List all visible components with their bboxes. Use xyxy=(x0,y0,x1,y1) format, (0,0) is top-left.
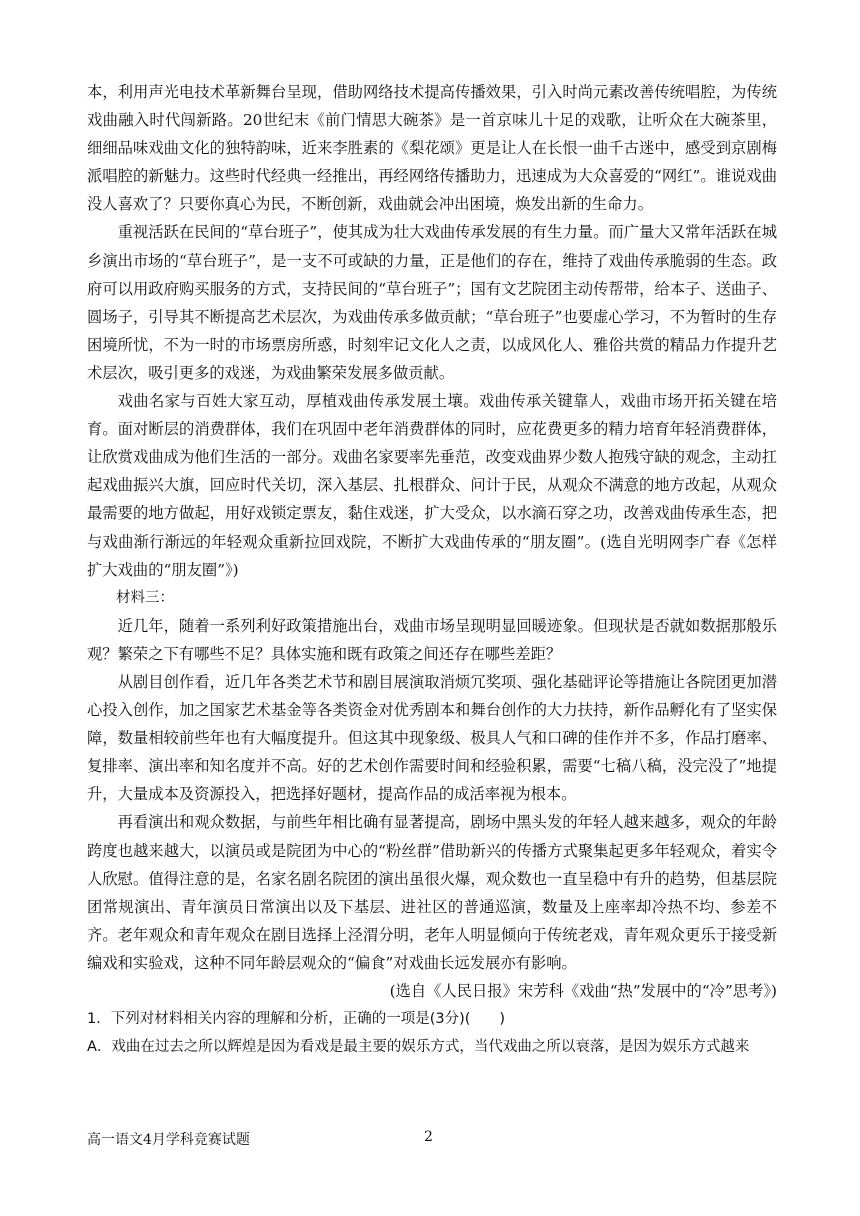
question-1-option-a: A．戏曲在过去之所以辉煌是因为看戏是最主要的娱乐方式，当代戏曲之所以衰落，是因为娱乐方式越来 xyxy=(87,1039,750,1056)
paragraph-performance-audience: 再看演出和观众数据，与前些年相比确有显著提高，剧场中黑头发的年轻人越来越多，观众的年龄跨度也越来越大，以演员或是院团为中心的“粉丝群”借助新兴的传播方式聚集起更多年轻观众，着实令人欣慰。值得注意的是，名家名剧名院团的演出虽很火爆，观众数也一直呈稳中有升的趋势，但基层院团常规演出、青年演员日常演出以及下基层、进社区的普通巡演，数量及上座率却冷热不均、参差不齐。老年观众和青年观众在剧目选择上泾渭分明，老年人明显倾向于传统老戏，青年观众更乐于接受新编戏和实验戏，这种不同年龄层观众的“偏食”对戏曲长远发展亦有影响。 xyxy=(87,813,777,972)
material-three-heading: 材料三： xyxy=(116,589,174,606)
footer-exam-title: 高一语文4月学科竞赛试题 xyxy=(87,1132,250,1148)
question-1-stem: 1．下列对材料相关内容的理解和分析，正确的一项是(3分)( ) xyxy=(87,1011,506,1028)
footer-page-number: 2 xyxy=(424,1129,433,1145)
source-citation: (选自《人民日报》宋芳科《戏曲“热”发展中的“冷”思考》) xyxy=(389,982,777,1000)
paragraph-masters-and-public: 戏曲名家与百姓大家互动，厚植戏曲传承发展土壤。戏曲传承关键靠人，戏曲市场开拓关键在培育。面对断层的消费群体，我们在巩固中老年消费群体的同时，应花费更多的精力培育年轻消费群体，让欣赏戏曲成为他们生活的一部分。戏曲名家要率先垂范，改变戏曲界少数人抱残守缺的观念，主动扛起戏曲振兴大旗，回应时代关切，深入基层、扎根群众、问计于民，从观众不满意的地方改起，从观众最需要的地方做起，用好戏锁定票友，黏住戏迷，扩大受众，以水滴石穿之功，改善戏曲传承生态，把与戏曲渐行渐远的年轻观众重新拉回戏院，不断扩大戏曲传承的“朋友圈”。(选自光明网李广春《怎样扩大戏曲的“朋友圈”》) xyxy=(87,392,777,579)
page-footer xyxy=(87,1129,777,1153)
article-body xyxy=(87,78,777,1061)
paragraph-continuation: 本，利用声光电技术革新舞台呈现，借助网络技术提高传播效果，引入时尚元素改善传统唱腔，为传统戏曲融入时代闯新路。20世纪末《前门情思大碗茶》是一首京味儿十足的戏歌，让听众在大碗茶里，细细品味戏曲文化的独特韵味，近来李胜素的《梨花颂》更是让人在长恨一曲千古迷中，感受到京剧梅派唱腔的新魅力。这些时代经典一经推出，再经网络传播助力，迅速成为大众喜爱的“网红”。谁说戏曲没人喜欢了？只要你真心为民，不断创新，戏曲就会冲出困境，焕发出新的生命力。 xyxy=(87,83,777,214)
paragraph-market-recovery: 近几年，随着一系列利好政策措施出台，戏曲市场呈现明显回暖迹象。但现状是否就如数据那般乐观？繁荣之下有哪些不足？具体实施和既有政策之间还存在哪些差距？ xyxy=(87,616,777,663)
paragraph-grassroots-troupes: 重视活跃在民间的“草台班子”，使其成为壮大戏曲传承发展的有生力量。而广量大又常年活跃在城乡演出市场的“草台班子”，是一支不可或缺的力量，正是他们的存在，维持了戏曲传承脆弱的生态。政府可以用政府购买服务的方式，支持民间的“草台班子”；国有文艺院团主动传帮带，给本子、送曲子、圆场子，引导其不断提高艺术层次，为戏曲传承多做贡献；“草台班子”也要虚心学习，不为暂时的生存困境所忧，不为一时的市场票房所惑，时刻牢记文化人之责，以成风化人、雅俗共赏的精品力作提升艺术层次，吸引更多的戏迷，为戏曲繁荣发展多做贡献。 xyxy=(87,223,777,382)
paragraph-repertoire-creation: 从剧目创作看，近几年各类艺术节和剧目展演取消烦冗奖项、强化基础评论等措施让各院团更加潜心投入创作，加之国家艺术基金等各类资金对优秀剧本和舞台创作的大力扶持，新作品孵化有了坚实保障，数量相较前些年也有大幅度提升。但这其中现象级、极具人气和口碑的佳作并不多，作品打磨率、复排率、演出率和知名度并不高。好的艺术创作需要时间和经验积累，需要“七稿八稿，没完没了”地提升，大量成本及资源投入，把选择好题材，提高作品的成活率视为根本。 xyxy=(87,672,777,804)
